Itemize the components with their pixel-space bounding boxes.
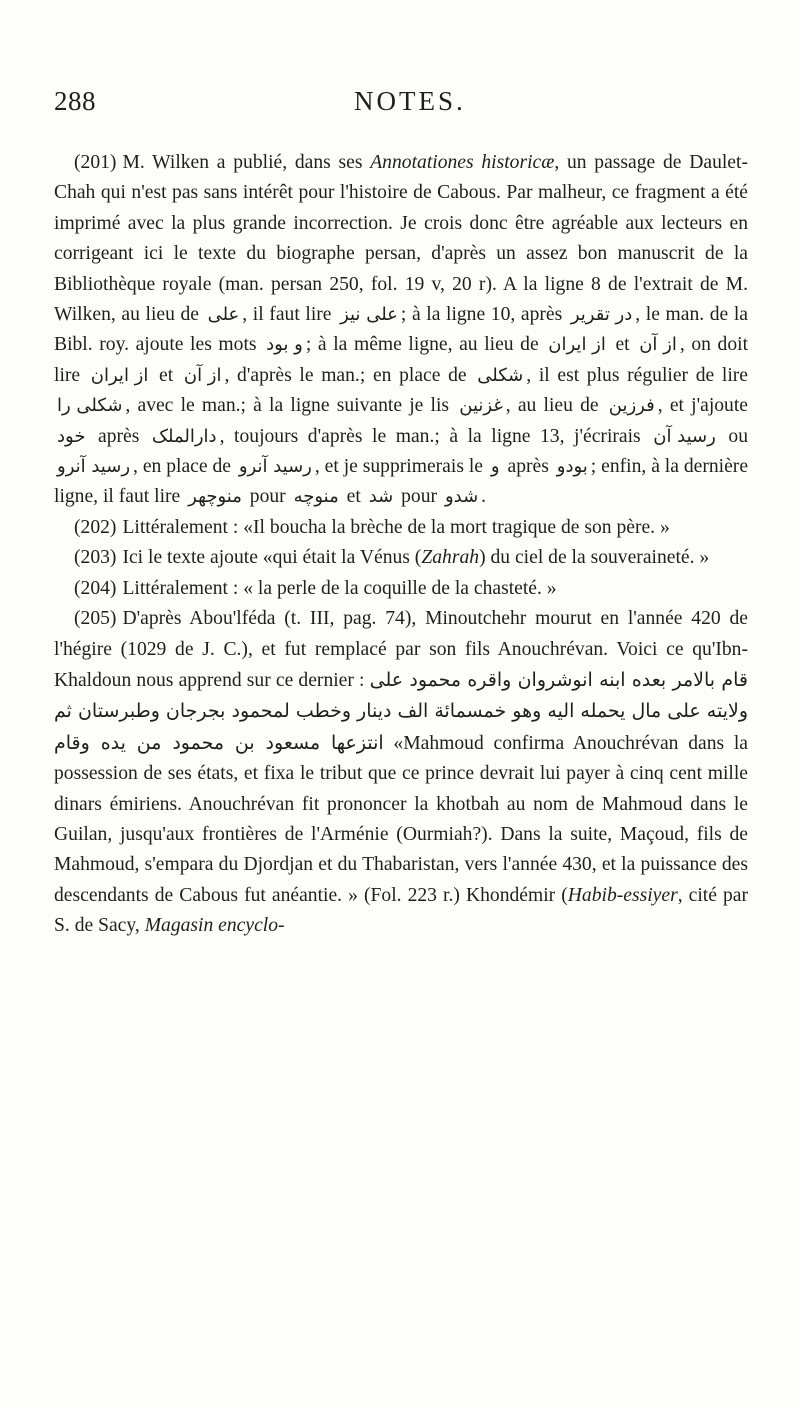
arabic-word: علی نیز: [340, 304, 398, 326]
note-number: (203): [74, 547, 117, 569]
note-text: après: [88, 425, 149, 447]
note-text: et: [341, 486, 366, 508]
arabic-word: منوچهر: [188, 486, 242, 508]
arabic-word: شکلی را: [57, 395, 123, 417]
note-text: , cité par S. de Sacy,: [54, 884, 749, 937]
note-number: (202): [74, 516, 117, 538]
arabic-word: شکلی: [477, 364, 524, 386]
running-title: NOTES.: [354, 86, 466, 116]
arabic-word: شد: [368, 486, 394, 508]
note-text: , le man. de la Bibl. roy. ajoute les mots: [54, 304, 749, 356]
work-title: Annotationes historicæ: [370, 152, 555, 173]
note-number: (204): [74, 577, 117, 599]
note-text: , en place de: [133, 456, 236, 478]
arabic-word: از آن: [639, 334, 677, 356]
notes-body: [54, 148, 748, 942]
note-202: [54, 513, 748, 543]
arabic-word: رسید آن: [653, 425, 716, 447]
note-text: , avec le man.; à la ligne suivante je lis: [125, 395, 457, 417]
note-text: Littéralement : «Il boucha la brèche de la mort tragique de son père. »: [122, 516, 670, 538]
arabic-word: رسید آنرو: [238, 456, 312, 478]
note-201: [54, 148, 748, 513]
arabic-word: غزنین: [459, 395, 503, 417]
arabic-word: رسید آنرو: [57, 456, 131, 478]
note-text: «Mahmoud confirma Anouchrévan dans la possession de ses états, et fixa le tribut que ce prince devrait lui payer à cinq cent mille dinars émiriens. Anouchrévan fit prononcer la khotbah au nom de Mahmoud dans le Guilan, jusqu'aux frontières de l'Arménie (Ourmiah?). Dans la suite, Maçoud, fils de Mahmoud, s'empara du Djordjan et du Thabaristan, vers l'année 430, et la puissance des descendants de Cabous fut anéantie. » (Fol. 223 r.) Khondémir (: [54, 732, 748, 906]
note-text: , et j'ajoute: [657, 395, 748, 417]
arabic-word: از ایران: [548, 334, 606, 356]
note-text: , d'après le man.; en place de: [224, 364, 475, 386]
note-text: , un passage de Daulet-Chah qui n'est pas sans intérêt pour l'histoire de Cabous. Par malheur, ce fragment a été imprimé avec la plus grande incorrection. Je crois donc être agréable aux lecteurs en corrigeant ici le texte du biographe persan, d'après un assez bon manuscrit de la Bibliothèque royale (man. persan 250, fol. 19 v, 20 r). A la ligne 8 de l'extrait de M. Wilken, au lieu de: [54, 152, 748, 326]
note-text: ) du ciel de la souveraineté. »: [479, 547, 710, 569]
arabic-word: از ایران: [90, 364, 149, 386]
note-text: et: [608, 334, 637, 356]
note-text: pour: [244, 486, 291, 508]
note-text: pour: [396, 486, 442, 508]
note-text: , il faut lire: [242, 304, 338, 326]
note-text: , il est plus régulier de lire: [526, 364, 748, 386]
note-text: ; à la ligne 10, après: [400, 304, 568, 326]
note-text: Ici le texte ajoute «qui était la Vénus (: [122, 547, 422, 569]
note-text: , et je supprimerais le: [314, 456, 488, 478]
arabic-quotation: قام بالامر بعده ابنه انوشروان واقره محمود على ولايته على مال يحمله اليه وهو خمسمائة الف دينار وخطب لمحمود بجرجان وطبرستان ثم انتزعها مسعود بن محمود من يده وقام: [54, 668, 748, 754]
arabic-word: فرزین: [608, 395, 655, 417]
note-text: ; à la même ligne, au lieu de: [305, 334, 546, 356]
arabic-word: دارالملک: [151, 425, 217, 447]
note-text: .: [481, 486, 487, 508]
note-text: M. Wilken a publié, dans ses: [122, 152, 371, 173]
work-title: Habib-essiyer: [567, 884, 678, 906]
arabic-word: شدو: [444, 486, 479, 508]
page-number: 288: [54, 86, 96, 116]
arabic-word: بودو: [556, 456, 588, 478]
arabic-word: از آن: [183, 364, 222, 386]
note-205: [54, 604, 748, 941]
note-text: Littéralement : « la perle de la coquille de la chasteté. »: [122, 577, 557, 599]
arabic-word: در تقریر: [570, 304, 633, 326]
note-203: [54, 543, 748, 573]
note-text: ; enfin, à la dernière ligne, il faut lire: [54, 456, 749, 508]
work-title: Magasin encyclo-: [144, 915, 285, 937]
note-text: D'après Abou'lféda (t. III, pag. 74), Minoutchehr mourut en l'année 420 de l'hégire (1029 de J. C.), et fut remplacé par son fils Anouchrévan. Voici ce qu'Ibn-Khaldoun nous apprend sur ce dernier :: [54, 608, 748, 691]
note-text: et: [151, 364, 181, 386]
arabic-word: و: [490, 456, 500, 478]
note-text: ou: [718, 425, 748, 447]
italic-term: Zahrah: [421, 547, 480, 569]
note-text: après: [502, 456, 554, 478]
note-text: , on doit lire: [54, 334, 749, 386]
note-text: , au lieu de: [505, 395, 606, 417]
note-204: [54, 574, 748, 604]
arabic-word: منوچه: [293, 486, 339, 508]
note-number: (201): [74, 152, 117, 173]
note-number: (205): [74, 608, 117, 630]
note-text: , toujours d'après le man.; à la ligne 13, j'écrirais: [219, 425, 651, 447]
arabic-word: خود: [57, 425, 86, 447]
arabic-word: و بود: [266, 334, 303, 356]
page-header: [54, 86, 748, 126]
arabic-word: علی: [207, 304, 240, 326]
